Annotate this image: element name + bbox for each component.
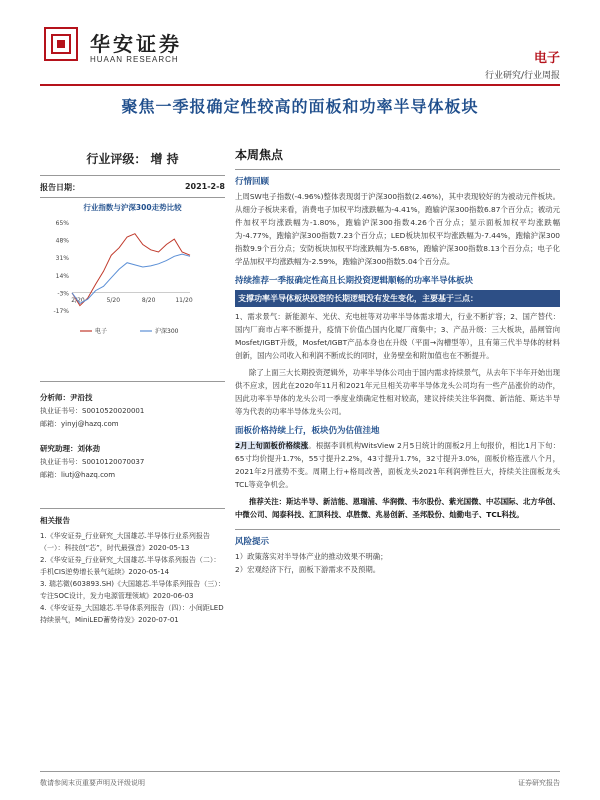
divider: [235, 529, 560, 530]
brand-logo-icon: [44, 27, 78, 61]
brand-english: HUAAN RESEARCH: [90, 55, 179, 64]
divider: [40, 508, 225, 509]
y-tick-label: -3%: [57, 290, 69, 298]
related-report-item[interactable]: 1.《华安证券_行业研究_大国雄芯.半导体行业系列报告（一）：科技创“芯”，时代最强音》2020-05-13: [40, 532, 210, 552]
logic-text: 1、需求景气：新能源车、光伏、充电桩等对功率半导体需求增大，行业不断扩容；2、国产替代：国内厂商市占率不断提升，疫情下价值凸国内化厦厂商集中；3、产品升级：三大板块，晶闸管向Mosfet/IGBT升级，Mosfet/IGBT产品本身也在升级（平面→沟槽型等），且有第三代半导体的材料创新，国内公司收入和利润不断成长的同时，业务壁垒和附加值也在不断提升。: [235, 312, 560, 360]
power-semi-heading: 持续推荐一季报确定性高且长期投资逻辑顺畅的功率半导体板块: [235, 276, 474, 286]
market-review-heading: 行情回顾: [235, 177, 270, 187]
assistant-name: 研究助理：刘体劲: [40, 444, 100, 453]
market-review-text: 上周SW电子指数(-4.96%)整体表现弱于沪深300指数(2.46%)，其中表现较好的为被动元件板块。从细分子板块来看，消费电子加权平均涨跌幅为-4.41%，跑输沪深300指数6.87个百分点；被动元件加权平均涨跌幅为-1.80%，跑输沪深300指数4.26个百分点；显示面板加权平均涨跌幅为-4.77%，跑输沪深300指数7.23个百分点；LED板块加权平均涨跌幅为-7.44%，跑输沪深300指数9.9个百分点；安防板块加权平均涨跌幅为-5.68%，跑输沪深300指数8.13个百分点；电子化学品加权平均涨跌幅为-2.59%，跑输沪深300指数5.04个百分点。: [235, 192, 560, 266]
related-report-item[interactable]: 2.《华安证券_行业研究_大国雄芯.半导体系列报告（二）：手机CIS逆势增长景气延续》2020-05-14: [40, 556, 221, 576]
main-content: [235, 146, 560, 576]
panel-highlight: 2月上旬面板价格续涨: [235, 441, 309, 450]
footer-type: 证券研究报告: [518, 779, 560, 787]
related-report-item[interactable]: 4.《华安证券_大国雄芯.半导体系列报告（四）：小间距LED持续景气，MiniLED蓄势待发》2020-07-01: [40, 604, 224, 624]
power-semi-text: 除了上面三大长期投资逻辑外，功率半导体公司由于国内需求持续景气，从去年下半年开始出现供不应求，因此在2020年11月和2021年元旦相关功率半导体龙头公司均有一些产品涨价的动作，因此功率半导体的龙头公司一季度业绩确定性相对较高，建议持续关注华润微、新洁能、斯达半导等为代表的功率半导体龙头公司。: [235, 368, 560, 416]
x-tick-label: 2/20: [71, 296, 85, 304]
y-tick-label: -17%: [53, 308, 69, 315]
analyst-cert: 执业证书号：S0010520020001: [40, 407, 145, 415]
index-comparison-chart: [40, 213, 225, 341]
risk-item: 2）宏观经济下行，面板下游需求不及预期。: [235, 565, 381, 574]
report-date: 2021-2-8: [184, 182, 225, 191]
brand-name: 华安证券: [90, 32, 182, 56]
report-category: 行业研究/行业周报: [484, 71, 560, 81]
assistant-cert: 执业证书号：S0010120070037: [40, 458, 145, 466]
report-date-row: [40, 176, 225, 197]
assistant-email: 邮箱：liutj@hazq.com: [40, 471, 116, 479]
report-date-label: 报告日期：: [40, 183, 80, 192]
left-sidebar: [40, 142, 225, 626]
x-tick-label: 11/20: [175, 296, 193, 304]
risk-item: 1）政策落实对半导体产业的推动效果不明确；: [235, 552, 388, 561]
panel-detail: 。根据李训机构WitsView 2月5日统计的面板2月上旬报价，相比1月下旬：65寸均价提升1.7%，55寸提升2.2%，43寸提升1.7%，32寸提升3.0%，面板价格连涨八个月，2021年2月涨势不变。周期上行+格局改善，面板龙头2021年利润弹性巨大，持续关注面板龙头TCL等竞争机会。: [235, 441, 560, 489]
risk-heading: 风险提示: [235, 537, 270, 547]
legend-label: 电子: [95, 328, 108, 335]
recommend-text: 推荐关注：斯达半导、新洁能、恩瑞浦、华润微、韦尔股份、紫光国微、中芯国际、北方华创、中微公司、闻泰科技、汇顶科技、卓胜微、兆易创新、圣邦股份、灿勤电子、TCL科技。: [235, 497, 560, 519]
header-divider: [40, 84, 560, 86]
y-tick-label: 65%: [55, 220, 69, 227]
logic-banner: 支撑功率半导体板块投资的长期逻辑没有发生变化，主要基于三点：: [235, 290, 560, 307]
analyst-name: 分析师：尹沿技: [40, 393, 93, 402]
related-reports-title: 相关报告: [40, 516, 70, 525]
industry-label: 电子: [533, 51, 560, 66]
legend-label: 沪深300: [155, 328, 179, 335]
x-tick-label: 8/20: [141, 296, 156, 304]
related-reports-list: [40, 530, 225, 626]
chart-title: 行业指数与沪深300走势比较: [83, 203, 182, 212]
divider: [40, 381, 225, 382]
panel-text: [235, 439, 560, 491]
analyst-email: 邮箱：yinyj@hazq.com: [40, 420, 119, 428]
y-tick-label: 14%: [55, 272, 69, 280]
divider: [235, 169, 560, 170]
section-title: 本周焦点: [235, 148, 284, 162]
footer-divider: [40, 771, 560, 772]
y-tick-label: 31%: [55, 255, 69, 263]
footer-disclaimer: 敬请参阅末页重要声明及评级说明: [40, 779, 145, 787]
related-report-item[interactable]: 3. 瑞芯微(603893.SH)《大国雄芯.半导体系列报告（三）：专注SOC设计，发力电源管理领域》2020-06-03: [40, 580, 225, 600]
series-line: [72, 254, 193, 304]
divider: [40, 197, 225, 198]
y-tick-label: 48%: [55, 237, 69, 245]
industry-rating: 行业评级： 增 持: [86, 152, 179, 166]
panel-heading: 面板价格持续上行，板块仍为估值洼地: [235, 426, 380, 436]
x-tick-label: 5/20: [106, 296, 121, 304]
report-title: 聚焦一季报确定性较高的面板和功率半导体板块: [121, 97, 479, 116]
series-line: [72, 234, 193, 306]
